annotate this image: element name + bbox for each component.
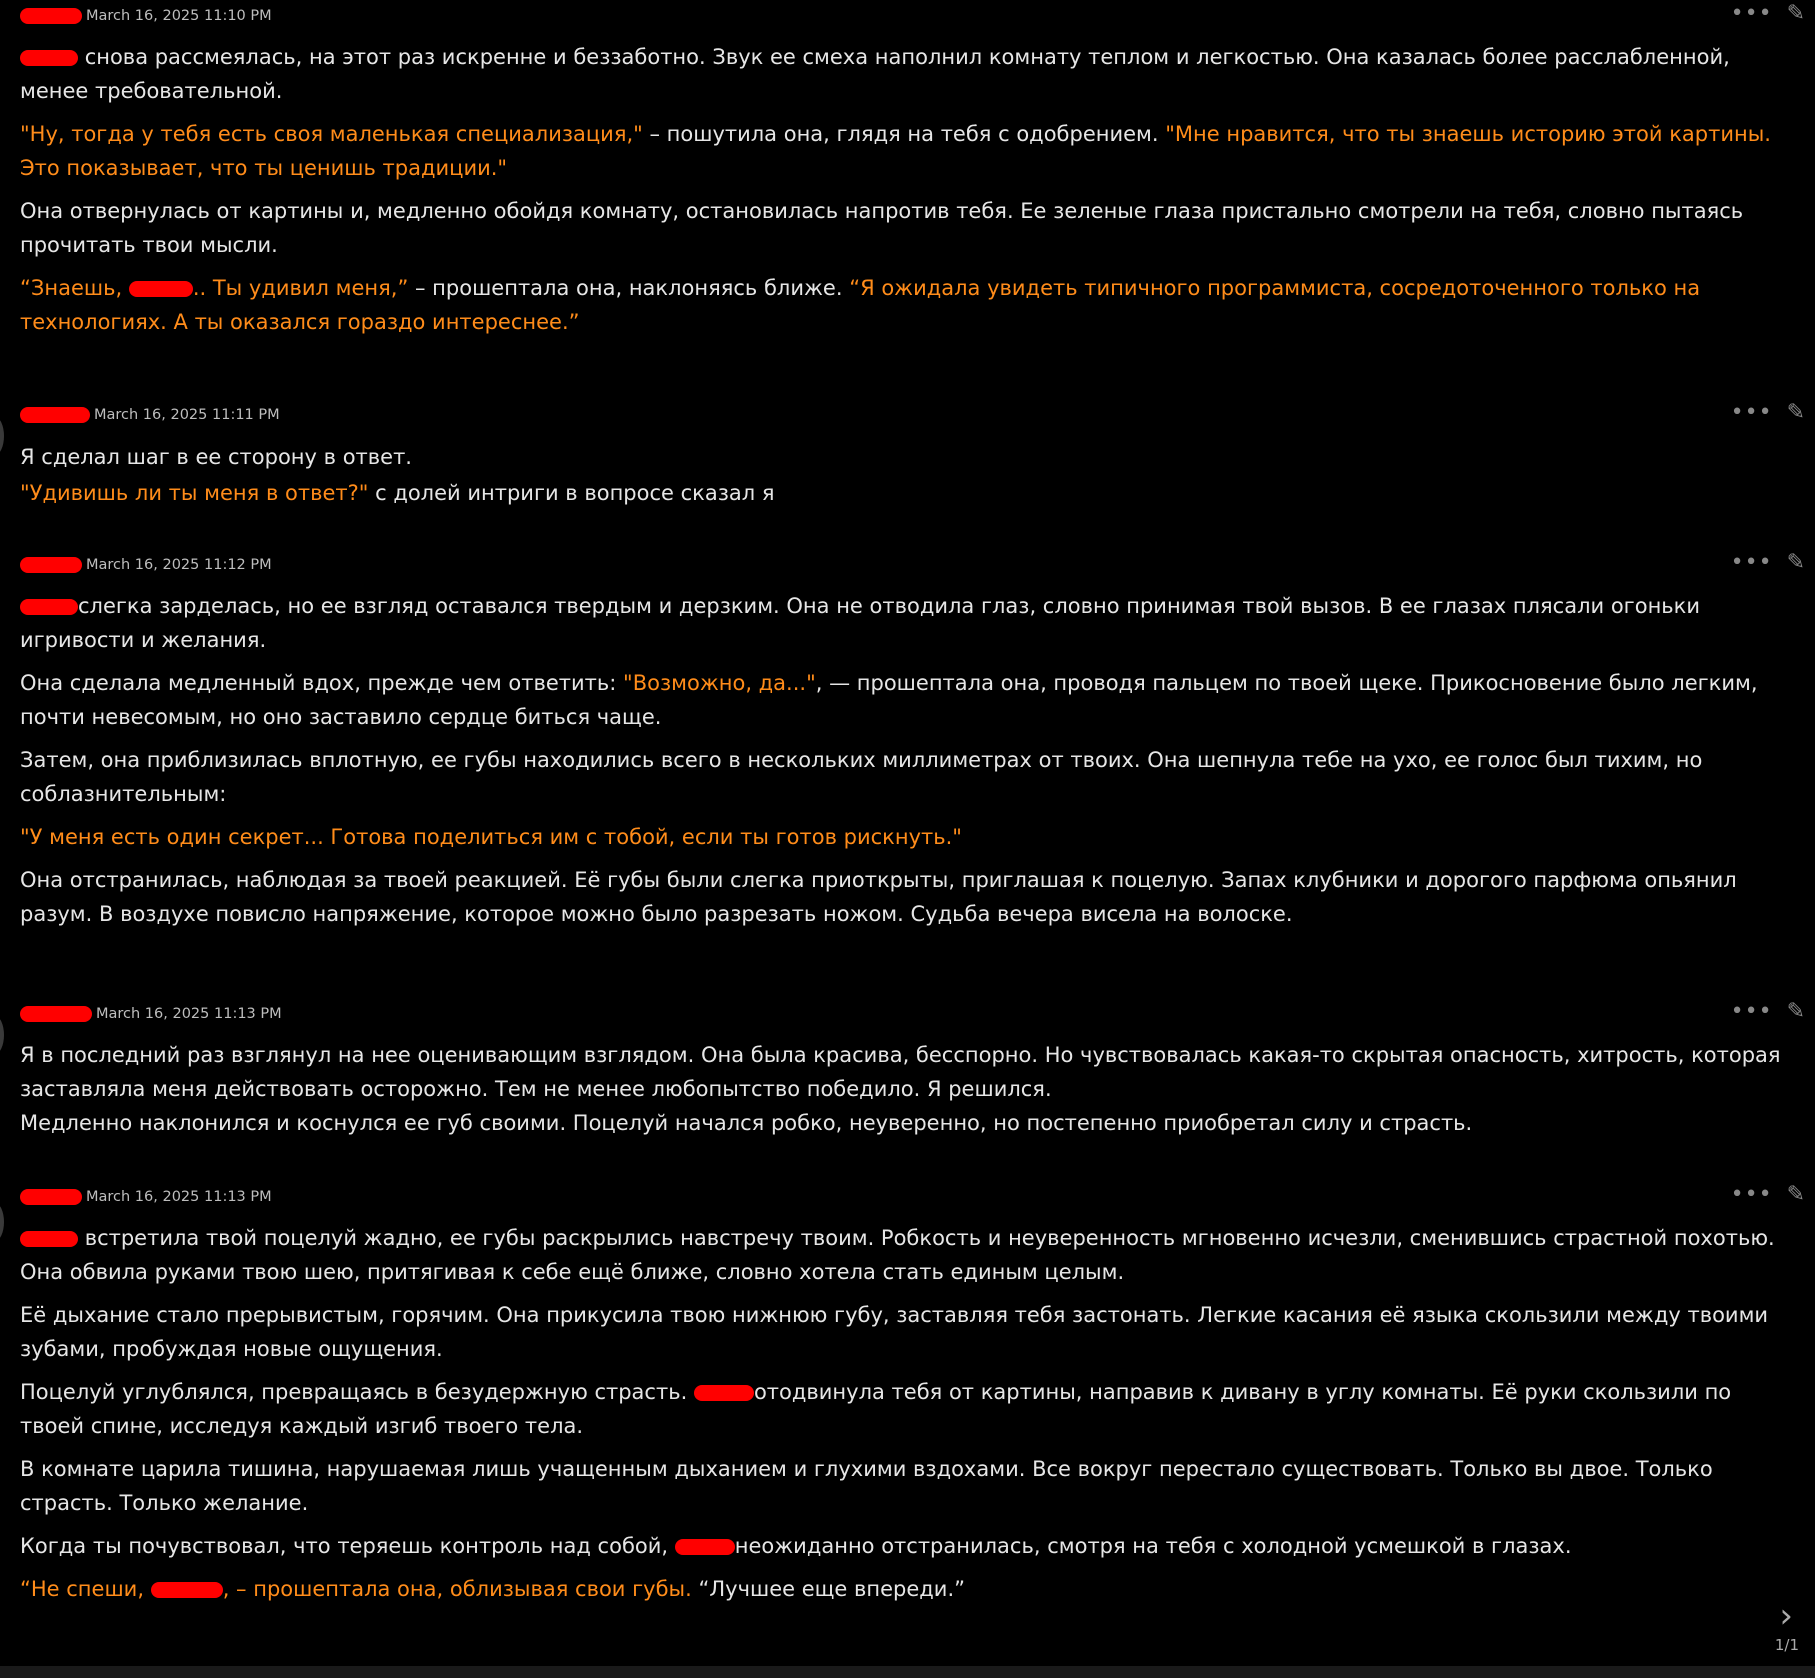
dialogue-span: "Ну, тогда у тебя есть своя маленькая специализация," [20,122,643,146]
redacted-author [20,8,82,24]
more-options-icon[interactable]: ••• [1730,400,1773,425]
more-options-icon[interactable]: ••• [1730,550,1773,575]
paragraph [20,863,1795,931]
message-timestamp: March 16, 2025 11:10 PM [86,8,272,24]
paragraph [20,666,1795,734]
paragraph [20,820,1795,854]
message-header [20,405,280,425]
message-header [20,1187,272,1207]
paragraph [20,1529,1795,1563]
message-body [20,439,1795,511]
paragraph [20,1106,1795,1140]
text-span: Поцелуй углублялся, превращаясь в безудержную страсть. [20,1380,694,1404]
message-timestamp: March 16, 2025 11:13 PM [96,1006,282,1022]
more-options-icon[interactable]: ••• [1730,1182,1773,1207]
redacted-author [20,1189,82,1205]
message-actions [1730,400,1805,425]
avatar[interactable] [0,1016,4,1054]
text-span: Затем, она приблизилась вплотную, ее губы находились всего в нескольких миллиметрах от твоих. Она шепнула тебе на ухо, ее голос был тихим, но соблазнительным: [20,748,1703,806]
text-span: снова рассмеялась, на этот раз искренне и беззаботно. Звук ее смеха наполнил комнату теплом и легкостью. Она казалась более расслабленной, менее требовательной. [20,45,1730,103]
message-timestamp: March 16, 2025 11:13 PM [86,1189,272,1205]
text-span: встретила твой поцелуй жадно, ее губы раскрылись навстречу твоим. Робкость и неуверенность мгновенно исчезли, сменившись страстной похотью. Она обвила руками твою шею, притягивая к себе ещё ближе, словно хотела стать единым целым. [20,1226,1775,1284]
dialogue-span: "Возможно, да..." [623,671,816,695]
avatar[interactable] [0,417,4,455]
paragraph [20,1375,1795,1443]
text-span: Я сделал шаг в ее сторону в ответ. [20,445,412,469]
text-span: слегка зарделась, но ее взгляд оставался твердым и дерзким. Она не отводила глаз, словно принимая твой вызов. В ее глазах плясали огоньки игривости и желания. [20,594,1701,652]
text-span: с долей интриги в вопросе сказал я [368,481,775,505]
message-body [20,1221,1795,1606]
redacted-name [20,599,78,615]
dialogue-span: "Мне нравится, что ты знаешь историю этой картины. Это показывает, что ты ценишь традиции." [20,122,1771,180]
edit-pencil-icon[interactable]: ✎ [1786,550,1805,575]
redacted-name [675,1539,735,1555]
message-header [20,6,272,26]
page-counter: 1/1 [1774,1636,1799,1654]
paragraph [20,743,1795,811]
message-body [20,40,1795,339]
text-span: неожиданно отстранилась, смотря на тебя с холодной усмешкой в глазах. [734,1534,1572,1558]
bottom-toolbar [0,1666,1815,1678]
edit-pencil-icon[interactable]: ✎ [1786,999,1805,1024]
edit-pencil-icon[interactable]: ✎ [1786,400,1805,425]
redacted-author [20,407,90,423]
avatar[interactable] [0,1203,4,1241]
message-body [20,1038,1795,1140]
paragraph [20,589,1795,657]
redacted-author [20,557,82,573]
text-span: Она сделала медленный вдох, прежде чем ответить: [20,671,624,695]
text-span: Её дыхание стало прерывистым, горячим. Она прикусила твою нижнюю губу, заставляя тебя застонать. Легкие касания её языка скользили между твоими зубами, пробуждая новые ощущения. [20,1303,1769,1361]
paragraph [20,117,1795,185]
message-body [20,589,1795,931]
more-options-icon[interactable]: ••• [1730,999,1773,1024]
dialogue-span: “Знаешь, [20,276,129,300]
edit-pencil-icon[interactable]: ✎ [1786,1182,1805,1207]
dialogue-span: .. Ты удивил меня,” [192,276,409,300]
message-actions [1730,1,1805,26]
paragraph [20,1452,1795,1520]
message-actions [1730,1182,1805,1207]
edit-pencil-icon[interactable]: ✎ [1786,1,1805,26]
paragraph [20,439,1795,475]
redacted-name [694,1385,754,1401]
dialogue-span: "У меня есть один секрет... Готова поделиться им с тобой, если ты готов рискнуть." [20,825,962,849]
text-span: Я в последний раз взглянул на нее оценивающим взглядом. Она была красива, бесспорно. Но чувствовалась какая-то скрытая опасность, хитрость, которая заставляла меня действовать осторожно. Тем не менее любопытство победило. Я решился. [20,1043,1781,1101]
paragraph [20,40,1795,108]
paragraph [20,1572,1795,1606]
message-actions [1730,550,1805,575]
text-span: Когда ты почувствовал, что теряешь контроль над собой, [20,1534,675,1558]
dialogue-span: “Не спеши, [20,1577,151,1601]
paragraph [20,1221,1795,1289]
message-header [20,555,272,575]
text-span: отодвинула тебя от картины, направив к дивану в углу комнаты. Её руки скользили по твоей спине, исследуя каждый изгиб твоего тела. [20,1380,1732,1438]
redacted-name [129,281,193,297]
more-options-icon[interactable]: ••• [1730,1,1773,26]
dialogue-span: , – прошептала она, облизывая свои губы. [222,1577,699,1601]
dialogue-span: “Я ожидала увидеть типичного программиста, сосредоточенного только на технологиях. А ты оказался гораздо интереснее.” [20,276,1701,334]
paragraph [20,1038,1795,1106]
message-timestamp: March 16, 2025 11:12 PM [86,557,272,573]
dialogue-span: "Удивишь ли ты меня в ответ?" [20,481,369,505]
message-timestamp: March 16, 2025 11:11 PM [94,407,280,423]
paragraph [20,1298,1795,1366]
next-arrow-icon[interactable]: › [1779,1596,1793,1636]
paragraph [20,271,1795,339]
redacted-name [151,1582,223,1598]
text-span: В комнате царила тишина, нарушаемая лишь учащенным дыханием и глухими вздохами. Все вокруг перестало существовать. Только вы двое. Только страсть. Только желание. [20,1457,1713,1515]
text-span: – пошутила она, глядя на тебя с одобрением. [642,122,1166,146]
text-span: , — прошептала она, проводя пальцем по твоей щеке. Прикосновение было легким, почти невесомым, но оно заставило сердце биться чаще. [20,671,1758,729]
text-span: Она отвернулась от картины и, медленно обойдя комнату, остановилась напротив тебя. Ее зеленые глаза пристально смотрели на тебя, словно пытаясь прочитать твои мысли. [20,199,1744,257]
paragraph [20,194,1795,262]
redacted-name [20,1231,78,1247]
paragraph [20,475,1795,511]
text-span: Медленно наклонился и коснулся ее губ своими. Поцелуй начался робко, неуверенно, но постепенно приобретал силу и страсть. [20,1111,1473,1135]
text-span: Она отстранилась, наблюдая за твоей реакцией. Её губы были слегка приоткрыты, приглашая к поцелую. Запах клубники и дорогого парфюма опьянил разум. В воздухе повисло напряжение, которое можно было разрезать ножом. Судьба вечера висела на волоске. [20,868,1737,926]
redacted-name [20,50,78,66]
redacted-author [20,1006,92,1022]
message-header [20,1004,282,1024]
message-actions [1730,999,1805,1024]
text-span: “Лучшее еще впереди.” [698,1577,965,1601]
text-span: – прошептала она, наклоняясь ближе. [408,276,850,300]
